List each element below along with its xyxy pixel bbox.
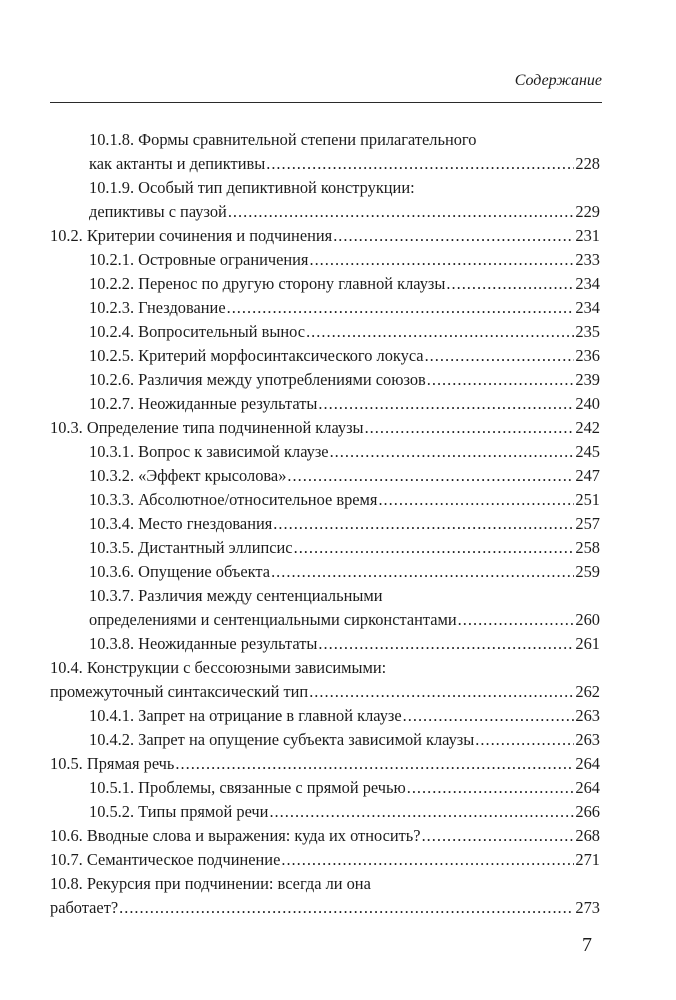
toc-entry-title: работает?	[50, 898, 119, 917]
toc-entry-page: 235	[575, 322, 600, 341]
toc-entry-title: 10.2.2. Перенос по другую сторону главной клаузы	[89, 274, 446, 293]
dot-leader	[309, 680, 574, 704]
dot-leader	[306, 320, 574, 344]
toc-entry-page: 245	[575, 442, 600, 461]
toc-entry[interactable]	[50, 224, 600, 248]
page-number: 7	[582, 934, 592, 956]
toc-entry[interactable]	[89, 272, 600, 296]
toc-entry[interactable]	[89, 248, 600, 272]
toc-entry-title: 10.5.1. Проблемы, связанные с прямой речью	[89, 778, 406, 797]
toc-entry-title: 10.2.4. Вопросительный вынос	[89, 322, 306, 341]
toc-entry-title-first-line: 10.3.7. Различия между сентенциальными	[89, 586, 383, 605]
toc-entry-page: 234	[575, 274, 600, 293]
toc-entry-title: 10.2.6. Различия между употреблениями союзов	[89, 370, 426, 389]
toc-entry-title-first-line: 10.1.9. Особый тип депиктивной конструкции:	[89, 178, 415, 197]
dot-leader	[318, 392, 574, 416]
dot-leader	[271, 560, 574, 584]
toc-entry-title: промежуточный синтаксический тип	[50, 682, 309, 701]
toc-entry-page: 263	[575, 730, 600, 749]
toc-entry-title: 10.3. Определение типа подчиненной клаузы	[50, 418, 364, 437]
dot-leader	[365, 416, 575, 440]
toc-entry-page: 257	[575, 514, 600, 533]
dot-leader	[119, 896, 574, 920]
dot-leader	[422, 824, 575, 848]
toc-entry-page: 264	[575, 778, 600, 797]
toc-entry[interactable]	[89, 512, 600, 536]
toc-entry-page: 236	[575, 346, 600, 365]
toc-entry[interactable]	[89, 632, 600, 656]
toc-entry-title: 10.7. Семантическое подчинение	[50, 850, 281, 869]
toc-entry-title: 10.5. Прямая речь	[50, 754, 175, 773]
toc-entry-page: 240	[575, 394, 600, 413]
dot-leader	[318, 632, 574, 656]
toc-entry-page: 242	[575, 418, 600, 437]
toc-entry-title: 10.3.4. Место гнездования	[89, 514, 273, 533]
dot-leader	[287, 464, 574, 488]
toc-entry-title: 10.2.7. Неожиданные результаты	[89, 394, 318, 413]
toc-entry-page: 231	[575, 226, 600, 245]
toc-entry-title: 10.2.3. Гнездование	[89, 298, 226, 317]
toc-entry-page: 234	[575, 298, 600, 317]
dot-leader	[403, 704, 575, 728]
toc-entry[interactable]	[89, 560, 600, 584]
toc-entry[interactable]	[89, 128, 600, 176]
dot-leader	[273, 512, 574, 536]
toc-entry[interactable]	[89, 704, 600, 728]
toc-entry-title: 10.3.1. Вопрос к зависимой клаузе	[89, 442, 329, 461]
toc-entry-page: 233	[575, 250, 600, 269]
header-rule	[50, 102, 602, 103]
toc-entry-title: определениями и сентенциальными сирконстантами	[89, 610, 457, 629]
dot-leader	[330, 440, 575, 464]
toc-entry-title-first-line: 10.4. Конструкции с бессоюзными зависимыми:	[50, 658, 387, 677]
toc-entry-title: 10.2. Критерии сочинения и подчинения	[50, 226, 333, 245]
toc-entry[interactable]	[89, 440, 600, 464]
dot-leader	[425, 344, 575, 368]
dot-leader	[227, 296, 575, 320]
dot-leader	[175, 752, 574, 776]
toc-entry[interactable]	[89, 776, 600, 800]
toc-entry-title: 10.4.1. Запрет на отрицание в главной клаузе	[89, 706, 402, 725]
toc-entry-page: 261	[575, 634, 600, 653]
toc-entry-page: 262	[575, 682, 600, 701]
dot-leader	[309, 248, 574, 272]
toc-entry[interactable]	[50, 656, 600, 704]
toc-entry-page: 273	[575, 898, 600, 917]
toc-entry-title: 10.3.8. Неожиданные результаты	[89, 634, 318, 653]
dot-leader	[458, 608, 575, 632]
toc-entry[interactable]	[89, 488, 600, 512]
toc-entry[interactable]	[89, 584, 600, 632]
toc-entry[interactable]	[89, 344, 600, 368]
toc-entry[interactable]	[50, 416, 600, 440]
dot-leader	[475, 728, 574, 752]
toc-entry-page: 271	[575, 850, 600, 869]
toc-entry[interactable]	[89, 320, 600, 344]
toc-entry-title: 10.2.1. Островные ограничения	[89, 250, 309, 269]
toc-entry-title: 10.2.5. Критерий морфосинтаксического локуса	[89, 346, 424, 365]
toc-entry[interactable]	[89, 536, 600, 560]
toc-entry-title: 10.3.5. Дистантный эллипсис	[89, 538, 293, 557]
dot-leader	[378, 488, 574, 512]
toc-entry[interactable]	[89, 368, 600, 392]
toc-entry-title: депиктивы с паузой	[89, 202, 227, 221]
toc-entry-title-first-line: 10.8. Рекурсия при подчинении: всегда ли она	[50, 874, 371, 893]
toc-entry[interactable]	[50, 872, 600, 920]
toc-entry-page: 251	[575, 490, 600, 509]
toc-entry-page: 266	[575, 802, 600, 821]
toc-entry[interactable]	[50, 848, 600, 872]
dot-leader	[294, 536, 575, 560]
toc-entry-title: 10.6. Вводные слова и выражения: куда их относить?	[50, 826, 421, 845]
toc-entry[interactable]	[89, 728, 600, 752]
dot-leader	[446, 272, 574, 296]
dot-leader	[266, 152, 574, 176]
toc-entry-page: 264	[575, 754, 600, 773]
dot-leader	[228, 200, 575, 224]
toc-entry[interactable]	[89, 800, 600, 824]
toc-entry[interactable]	[89, 392, 600, 416]
toc-entry-title-first-line: 10.1.8. Формы сравнительной степени прилагательного	[89, 130, 477, 149]
toc-entry-page: 228	[575, 154, 600, 173]
toc-entry-title: 10.3.2. «Эффект крысолова»	[89, 466, 287, 485]
running-header: Содержание	[514, 72, 602, 89]
toc-entry-title: 10.4.2. Запрет на опущение субъекта зависимой клаузы	[89, 730, 475, 749]
toc-entry-page: 259	[575, 562, 600, 581]
toc-entry[interactable]	[89, 464, 600, 488]
toc-entry-page: 260	[575, 610, 600, 629]
dot-leader	[407, 776, 575, 800]
dot-leader	[427, 368, 575, 392]
dot-leader	[269, 800, 574, 824]
toc-entry[interactable]	[89, 176, 600, 224]
table-of-contents	[0, 128, 676, 920]
toc-entry-page: 258	[575, 538, 600, 557]
toc-entry-page: 263	[575, 706, 600, 725]
toc-entry-page: 268	[575, 826, 600, 845]
toc-entry-page: 229	[575, 202, 600, 221]
toc-entry-title: 10.3.3. Абсолютное/относительное время	[89, 490, 378, 509]
toc-entry[interactable]	[50, 824, 600, 848]
toc-entry[interactable]	[50, 752, 600, 776]
dot-leader	[281, 848, 574, 872]
toc-entry-page: 239	[575, 370, 600, 389]
toc-entry-page: 247	[575, 466, 600, 485]
toc-entry-title: как актанты и депиктивы	[89, 154, 266, 173]
toc-entry-title: 10.3.6. Опущение объекта	[89, 562, 271, 581]
dot-leader	[333, 224, 574, 248]
toc-entry[interactable]	[89, 296, 600, 320]
toc-entry-title: 10.5.2. Типы прямой речи	[89, 802, 269, 821]
